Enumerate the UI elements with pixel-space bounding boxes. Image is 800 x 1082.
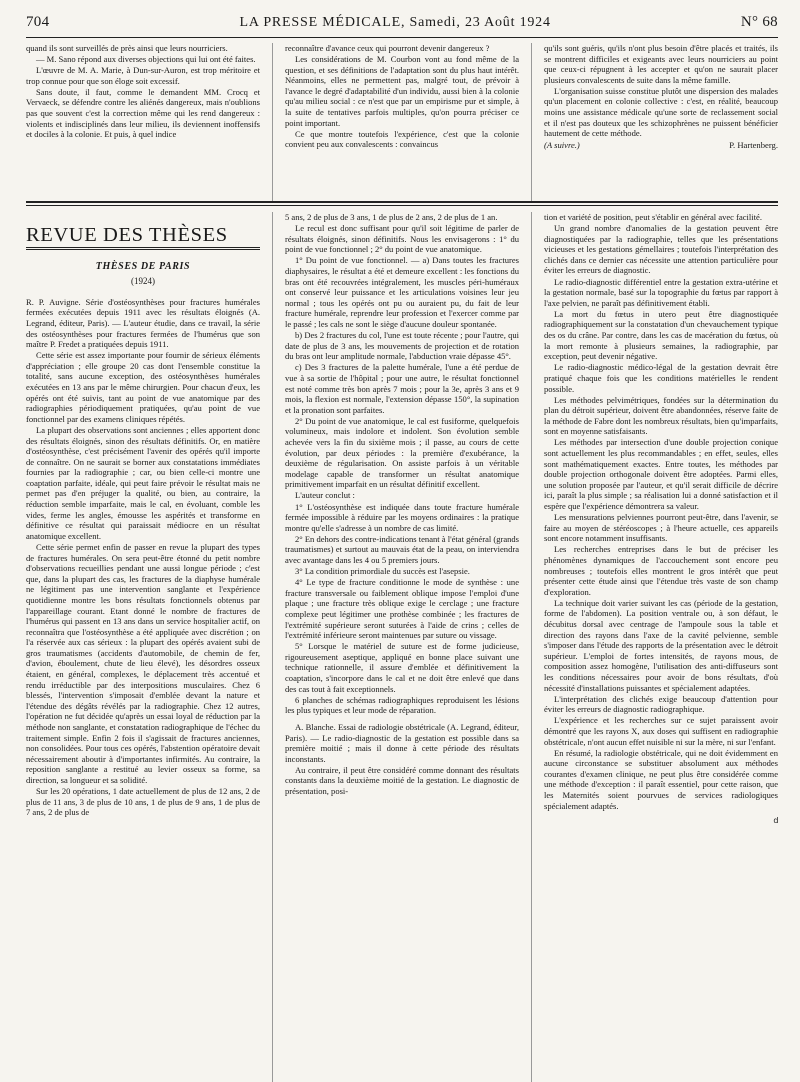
paragraph: L'interprétation des clichés exige beaucoup d'attention pour éviter les erreurs de diagnostic radiographique.	[544, 693, 778, 715]
section-heading: REVUE DES THÈSES	[26, 224, 228, 246]
paragraph: 1° L'ostéosynthèse est indiquée dans toute fracture humérale fermée impossible à réduire par les moyens ordinaires : la pratique montre qu'elle s'adresse à un nombre de cas limité.	[285, 501, 519, 533]
thesis-entry-blanche: A. Blanche. Essai de radiologie obstétricale (A. Legrand, éditeur, Paris). — Le radio-diagnostic de la gestation est possible dans sa première moitié ; mais il donne à cette période des résultats inconstants.	[285, 721, 519, 764]
thesis-entry-auvigne: R. P. Auvigne. Série d'ostéosynthèses pour fractures humérales fermées exécutées depuis 1911 avec les résultats éloignés (A. Legrand, éditeur, Paris). — L'auteur étudie, dans ce travail, la série des ostéosynthèses pour fractures fermées de l'humérus que son maître P. Fredet a pratiquées depuis 1911.	[26, 296, 260, 350]
paragraph: L'organisation suisse constitue plutôt une dispersion des malades qu'un placement en colonie collective : c'est, en réalité, beaucoup moins une assistance médicale qu'une sorte de reclassement social et il n'est pas douteux que les schizophrènes ne puissent bénéficier hautement de cette méthode.	[544, 85, 778, 139]
paragraph: Les mensurations pelviennes pourront peut-être, dans l'avenir, se faire au moyen de stéréoscopes ; à l'heure actuelle, ces appareils sont encore notamment insuffisants.	[544, 512, 778, 544]
paragraph: Les considérations de M. Courbon vont au fond même de la question, et ses définitions de l'adaptation sont du plus haut intérêt. Néanmoins, elles ne permettent pas, malgré tout, de prévoir à l'avance le degré d'adaptabilité d'un individu, aussi bien à la colonie qu'au milieu social : ce n'est que par un empirisme pur et simple, à la suite de tentatives parfois multiples, qu'on pourra préciser ce point important.	[285, 54, 519, 128]
sub-heading: THÈSES DE PARIS	[95, 260, 191, 272]
column-separator	[272, 212, 273, 1082]
paragraph: Sur les 20 opérations, 1 date actuellement de plus de 12 ans, 2 de plus de 11 ans, 3 de plus de 10 ans, 1 de plus de 9 ans, 1 de plus de 7 ans, 2 de plus de	[26, 786, 260, 818]
paragraph: 4° Le type de fracture conditionne le mode de synthèse : une fracture transversale ou faiblement oblique impose l'emploi d'une plaque ; une fracture très oblique exige le cerclage ; une fracture complexe peut légitimer une prothèse combinée ; les fractures de l'extrémité supérieure seront suturées à l'aide de crins ; celles de l'extrémité inférieure seront maintenues par suture ou vissage.	[285, 577, 519, 641]
paragraph: 6 planches de schémas radiographiques reproduisent les lésions les plus typiques et leur mode de réparation.	[285, 694, 519, 716]
top-column-2	[285, 43, 519, 201]
bottom-column-3	[544, 212, 778, 1080]
paragraph: Un grand nombre d'anomalies de la gestation peuvent être diagnostiquées par la radiographie, telles que les présentations vicieuses et les gestations gémellaires ; toutefois l'interprétation des clichés dans ce dernier cas nécessite une attention particulière pour éviter les erreurs de diagnostic.	[544, 223, 778, 276]
paragraph: b) Des 2 fractures du col, l'une est toute récente ; pour l'autre, qui date de plus de 3 ans, les mouvements de projection et de rotation du bras ont leur amplitude normale, l'abduction vraie dépasse 45°.	[285, 330, 519, 362]
paragraph: La technique doit varier suivant les cas (période de la gestation, forme de l'abdomen). La position ventrale ou, à son défaut, le décubitus dorsal avec centrage de l'ampoule sous la table et direction des rayons dans l'axe de la cavité pelvienne, semble s'imposer dans l'étude des rapports de la présentation avec le détroit supérieur. L'emploi de fortes intensités, de rayons mous, de composition assez homogène, l'utilisation des anti-diffuseurs sont les conditions nécessaires pour avoir de bons résultats, d'où nécessité d'installations puissantes et spécialement adaptées.	[544, 597, 778, 693]
paragraph: Cette série permet enfin de passer en revue la plupart des types de fractures humérales. On sera peut-être étonné du petit nombre d'observations recueillies pendant une aussi longue période ; c'est que, dans la plupart des cas, les fractures de la diaphyse humérale ne légitiment pas une intervention sanglante et l'expérience quotidienne montre les bons résultats fonctionnels obtenus par l'appareillage courant. Etant donné le nombre de fractures de l'humérus qui passent en 13 ans dans un service hospitalier actif, on reconnaîtra que l'ostéosynthèse a été appliquée avec discrétion ; on l'a réservée aux cas sérieux : la plupart des opérés avaient subi de gros traumatismes (accidents d'automobile, de chemin de fer, d'avion, éboulement, chute de lieu élevé), les désordres osseux étaient, en général, complexes, le déplacement très accentué et rendu irréductible par des interpositions musculaires. Chez 6 blessés, l'intervention s'imposait d'emblée devant la nature et l'étendue des dégâts révélés par la radiographie. Chez 12 autres, l'opération ne fut décidée qu'après un essai loyal de réduction par la méthode non sanglante, et constatation radiographique de l'échec du traitement simple. Enfin 2 fois il s'agissait de fractures anciennes, non consolidées. Pour tous ces opérés, l'abstention opératoire devait nécessairement aboutir à d'importantes infirmités. Au contraire, la reposition sanglante a restitué au levier osseux sa forme, sa direction, sa longueur et sa solidité.	[26, 541, 260, 785]
top-column-3	[544, 43, 778, 201]
journal-title: LA PRESSE MÉDICALE, Samedi, 23 Août 1924	[239, 15, 551, 30]
paragraph: 3° La condition primordiale du succès est l'asepsie.	[295, 566, 470, 577]
column-separator	[531, 43, 532, 201]
paragraph: Les recherches entreprises dans le but de préciser les phénomènes dynamiques de l'accouchement sont encore peu nombreuses ; toutefois elles montrent le gros intérêt que peut présenter cette étude ainsi que l'étendue très vaste de son champ d'exploration.	[544, 544, 778, 597]
paragraph: 5 ans, 2 de plus de 3 ans, 1 de plus de 2 ans, 2 de plus de 1 an.	[285, 212, 498, 222]
paragraph: — M. Sano répond aux diverses objections qui lui ont été faites.	[36, 54, 256, 65]
paragraph: Le radio-diagnostic médico-légal de la gestation devrait être pratiqué chaque fois que les conditions matérielles le rendent possible.	[544, 362, 778, 394]
paragraph: 2° Du point de vue anatomique, le cal est fusiforme, quelquefois volumineux, mais indolore et indolent. Son évolution semble achevée vers la fin du sixième mois ; il passe, au cours de cette évolution, par deux périodes : la première d'exubérance, la deuxième de régularisation. On assiste parfois à un véritable modelage capable de transformer un résultat anatomique primitivement imparfait en un résultat définitif excellent.	[285, 415, 519, 490]
issue-number: N° 68	[740, 14, 778, 30]
paragraph: En résumé, la radiologie obstétricale, qui ne doit évidemment en aucune circonstance se substituer absolument aux méthodes courantes d'examen clinique, ne peut plus être considérée comme une méthode d'exception : il paraît essentiel, pour cette raison, que les Maternités soient pourvues de services radiologiques spécialement adaptés.	[544, 747, 778, 811]
paragraph: L'auteur conclut :	[295, 490, 355, 501]
top-column-1	[26, 43, 260, 201]
paragraph: Au contraire, il peut être considéré comme donnant des résultats constants dans la deuxième moitié de la gestation. Le diagnostic de présentation, posi-	[285, 764, 519, 796]
paragraph: Le radio-diagnostic différentiel entre la gestation extra-utérine et la gestation normale, basé sur la topographie du fœtus par rapport à l'axe pelvien, ne paraît pas définitivement établi.	[544, 276, 778, 308]
paragraph: qu'ils sont guéris, qu'ils n'ont plus besoin d'être placés et traités, ils se montrent difficiles et exigeants avec leurs nourriciers au point que ceux-ci répugnent à les accepter et qu'on ne saurait placer plusieurs convalescents de suite dans la même famille.	[544, 43, 778, 85]
paragraph: Les méthodes par intersection d'une double projection conique sont actuellement les plus recommandables ; en effet, seules, elles sont mathématiquement exactes. Entre toutes, les méthodes par double projection orthogonale doivent être adoptées. Parmi elles, une solution proposée par l'auteur, et qu'il serait difficile de décrire ici, paraît la plus simple ; sa réalisation lui a donné satisfaction et il espère que l'expérience démontrera sa valeur.	[544, 437, 778, 512]
column-separator	[531, 212, 532, 1082]
sub-heading-year: (1924)	[131, 276, 155, 287]
paragraph: La plupart des observations sont anciennes ; elles apportent donc des résultats éloignés, sinon des résultats définitifs. Or, en matière d'ostéosynthèse, c'est précisément l'avenir des opérés qu'il importe de connaître. On ne saurait se borner aux constatations immédiates fournies par la radiographie ; car, ou bien celle-ci montre une coaptation parfaite, idéale, qui peut faire prévoir le résultat mais ne permet pas d'en préjuger la qualité, ou bien, au contraire, la réduction semble imparfaite, mais le cal, en évoluant, comble les vides, ferme les angles, émousse les aspérités et transforme en définitive ce résultat qui paraissait médiocre en un résultat anatomique excellent.	[26, 424, 260, 541]
column-separator	[272, 43, 273, 201]
footer-mark: d	[773, 816, 778, 826]
paragraph: quand ils sont surveillés de près ainsi que leurs nourriciers.	[26, 43, 228, 53]
paragraph: 1° Du point de vue fonctionnel. — a) Dans toutes les fractures diaphysaires, le résultat a été et demeure excellent : les fonctions du bras ont été recouvrées intégralement, les muscles péri-huméraux ont conservé leur puissance et les articulations voisines leur jeu normal ; tous les opérés ont pu ou auraient pu, du fait de leur fracture humérale, reprendre leur profession et l'exercer comme par le passé ; les cals ne sont le siège d'aucune douleur spontanée.	[285, 255, 519, 329]
paragraph: Sans doute, il faut, comme le demandent MM. Crocq et Vervaeck, se défendre contre les aliénés dangereux, mais n'oublions pas que souvent c'est la correction même qui les rend dangereux : violents et indisciplinés dans leur milieu, ils deviennent inoffensifs et dociles à la colonie. Et puis, à quel indice	[26, 86, 260, 140]
paragraph: L'expérience et les recherches sur ce sujet paraissent avoir démontré que les rayons X, aux doses qui suffisent en radiographie obstétricale, n'ont aucun effet nuisible ni sur la mère, ni sur l'enfant.	[544, 715, 778, 747]
paragraph: L'œuvre de M. A. Marie, à Dun-sur-Auron, est trop méritoire et trop connue pour que son éloge soit excessif.	[26, 65, 260, 86]
bottom-column-2	[285, 212, 519, 1080]
paragraph: Le recul est donc suffisant pour qu'il soit légitime de parler de résultats éloignés, sinon définitifs. Nous les envisagerons : 1° du point de vue fonctionnel ; 2° du point de vue anatomique.	[285, 223, 519, 255]
paragraph: tion et variété de position, peut s'établir en général avec facilité.	[544, 212, 762, 222]
paragraph: La mort du fœtus in utero peut être diagnostiquée radiographiquement sur la constatation d'un chevauchement typique des os du crâne. Par contre, dans les cas de macération du fœtus, où la mort remonte à plusieurs semaines, la radiographie, par exception, peut devenir négative.	[544, 308, 778, 362]
running-header	[26, 14, 778, 38]
page-number: 704	[26, 14, 50, 30]
bottom-column-1	[26, 212, 260, 1080]
paragraph: reconnaître d'avance ceux qui pourront devenir dangereux ?	[285, 43, 490, 53]
revue-des-theses-band	[26, 206, 778, 1082]
paragraph: Ce que montre toutefois l'expérience, c'est que la colonie convient peu aux convalescents : convaincus	[285, 128, 519, 150]
to-be-continued: (A suivre.)	[544, 139, 580, 150]
paragraph: c) Des 3 fractures de la palette humérale, l'une a été perdue de vue à sa sortie de l'hôpital ; pour une autre, le résultat fonctionnel est noté comme très bon après 7 mois ; pour la 3e, après 3 ans et 9 mois, la flexion est normale, l'extension dépasse 150°, la supination et la pronation sont parfaites.	[285, 362, 519, 415]
heading-rule	[26, 247, 260, 250]
signature-line	[544, 140, 778, 151]
author-signature: P. Hartenberg.	[729, 139, 778, 150]
paragraph: Les méthodes pelvimétriques, fondées sur la détermination du plan du détroit supérieur, doivent être abandonnées, réserve faite de la méthode de Fabre dont les nombreux résultats, bien qu'imparfaits, sont en moyenne satisfaisants.	[544, 394, 778, 437]
paragraph: 5° Lorsque le matériel de suture est de forme judicieuse, rigoureusement aseptique, appliqué en bonne place suivant une technique rationnelle, il assure d'emblée et définitivement la coaptation, s'incorpore dans le cal et ne doit être enlevé que dans des cas tout à fait exceptionnels.	[285, 641, 519, 694]
paragraph: Cette série est assez importante pour fournir de sérieux éléments d'appréciation ; elle groupe 20 cas dont l'ensemble constitue la totalité, sans aucune exception, des ostéosynthèses humérales exécutées en 13 ans par le même chirurgien. Pour chacun d'eux, les opérés ont été suivis, tant au point de vue anatomique par des radiographies périodiquement pratiquées, qu'au point de vue fonctionnel par des examens cliniques répétés.	[26, 350, 260, 424]
top-continuation-band	[26, 38, 778, 201]
paragraph: 2° En dehors des contre-indications tenant à l'état général (grands traumatismes) et surtout au mauvais état de la peau, on interviendra avec avantage dans les 4 ou 5 premiers jours.	[285, 533, 519, 565]
